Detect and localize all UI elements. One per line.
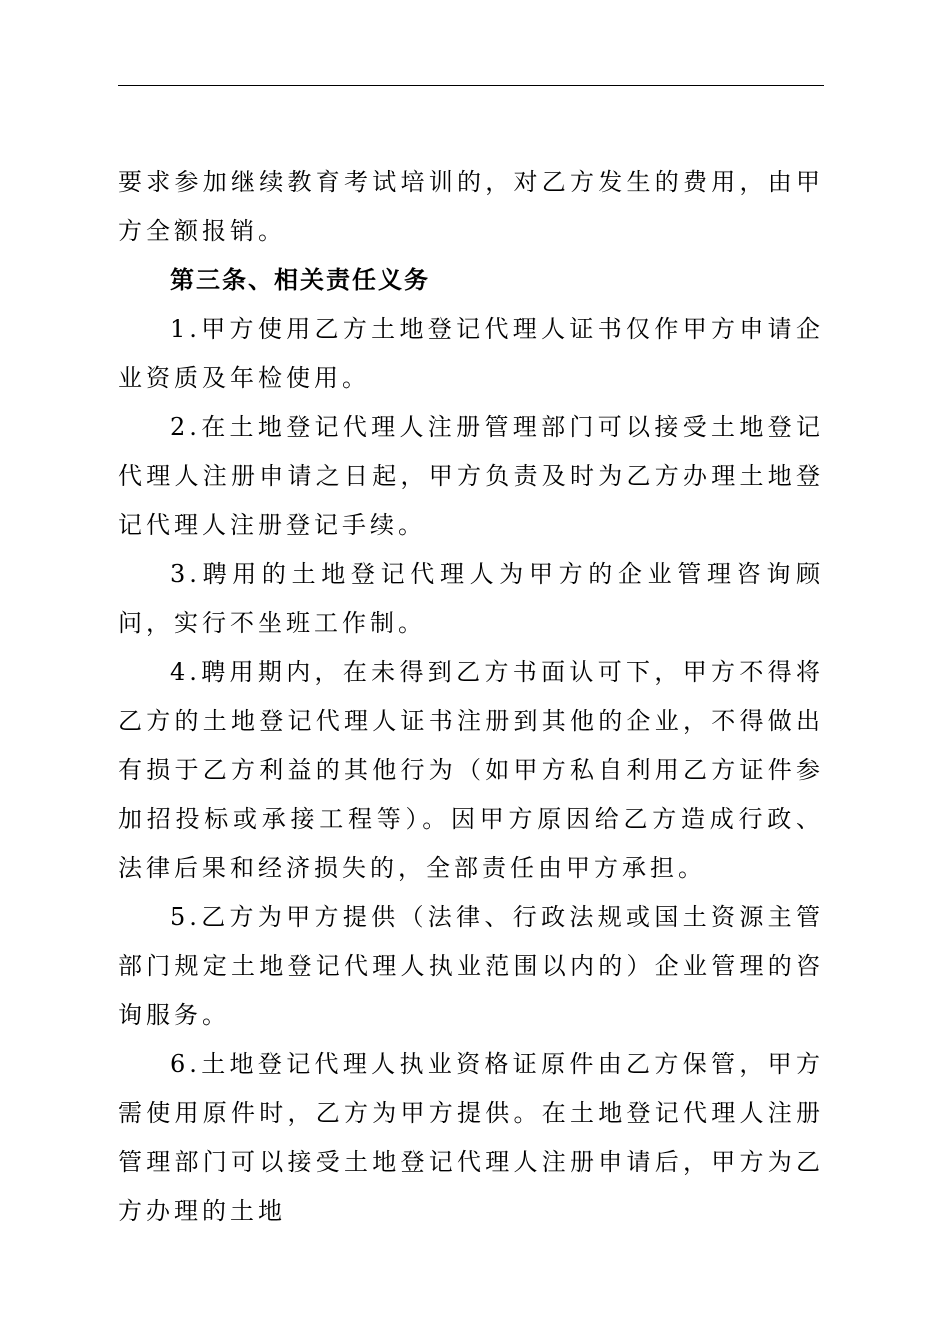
clause-3: 3.聘用的土地登记代理人为甲方的企业管理咨询顾问，实行不坐班工作制。 [118, 560, 824, 637]
clause-2: 2.在土地登记代理人注册管理部门可以接受土地登记代理人注册申请之日起，甲方负责及时为乙方办理土地登记代理人注册登记手续。 [118, 413, 824, 539]
paragraph-continuation: 要求参加继续教育考试培训的，对乙方发生的费用，由甲方全额报销。 [118, 168, 824, 245]
document-body [118, 158, 824, 1236]
clause-5: 5.乙方为甲方提供（法律、行政法规或国土资源主管部门规定土地登记代理人执业范围以内的）企业管理的咨询服务。 [118, 903, 824, 1029]
clause-1: 1.甲方使用乙方土地登记代理人证书仅作甲方申请企业资质及年检使用。 [118, 315, 824, 392]
header-rule [118, 85, 824, 86]
clause-6: 6.土地登记代理人执业资格证原件由乙方保管，甲方需使用原件时，乙方为甲方提供。在土地登记代理人注册管理部门可以接受土地登记代理人注册申请后，甲方为乙方办理的土地 [118, 1050, 824, 1225]
clause-4: 4.聘用期内，在未得到乙方书面认可下，甲方不得将乙方的土地登记代理人证书注册到其他的企业，不得做出有损于乙方利益的其他行为（如甲方私自利用乙方证件参加招投标或承接工程等）。因甲方原因给乙方造成行政、法律后果和经济损失的，全部责任由甲方承担。 [118, 658, 824, 882]
section-title: 第三条、相关责任义务 [170, 266, 430, 294]
